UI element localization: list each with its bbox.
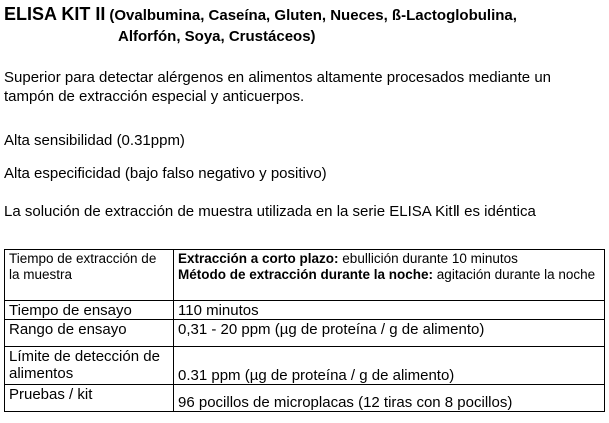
table-row [5, 385, 605, 412]
row-label: Rango de ensayo [5, 320, 174, 347]
short-extraction-value: ebullición durante 10 minutos [338, 251, 518, 266]
table-row [5, 347, 605, 385]
row-label: Pruebas / kit [5, 385, 174, 412]
product-title [4, 3, 604, 47]
allergen-list-line1: (Ovalbumina, Caseína, Gluten, Nueces, ß-Lactoglobulina, [109, 7, 517, 24]
row-value [174, 250, 605, 301]
row-label: Límite de detección de alimentos [5, 347, 174, 385]
specifications-table [4, 249, 605, 412]
product-name: ELISA KIT II [4, 4, 106, 24]
row-label: Tiempo de ensayo [5, 301, 174, 320]
sensitivity-text: Alta sensibilidad (0.31ppm) [4, 132, 185, 149]
overnight-extraction-label: Método de extracción durante la noche: [178, 267, 434, 282]
table-row [5, 320, 605, 347]
row-value: 110 minutos [174, 301, 605, 320]
specificity-text: Alta especificidad (bajo falso negativo y positivo) [4, 165, 327, 182]
extraction-solution-note: La solución de extracción de muestra utilizada en la serie ELISA KitⅡ es idéntica [4, 203, 536, 220]
row-label: Tiempo de extracción de la muestra [5, 250, 174, 301]
row-value: 96 pocillos de microplacas (12 tiras con 8 pocillos) [174, 385, 605, 412]
product-description: Superior para detectar alérgenos en alimentos altamente procesados mediante un tampón de extracción especial y anticuerpos. [4, 69, 552, 105]
overnight-extraction-value: agitación durante la noche [433, 267, 596, 282]
short-extraction-label: Extracción a corto plazo: [178, 251, 339, 266]
table-row [5, 301, 605, 320]
row-value: 0.31 ppm (µg de proteína / g de alimento) [174, 347, 605, 385]
allergen-list-line2: Alforfón, Soya, Crustáceos) [118, 28, 316, 45]
row-value: 0,31 - 20 ppm (µg de proteína / g de alimento) [174, 320, 605, 347]
table-row [5, 250, 605, 301]
